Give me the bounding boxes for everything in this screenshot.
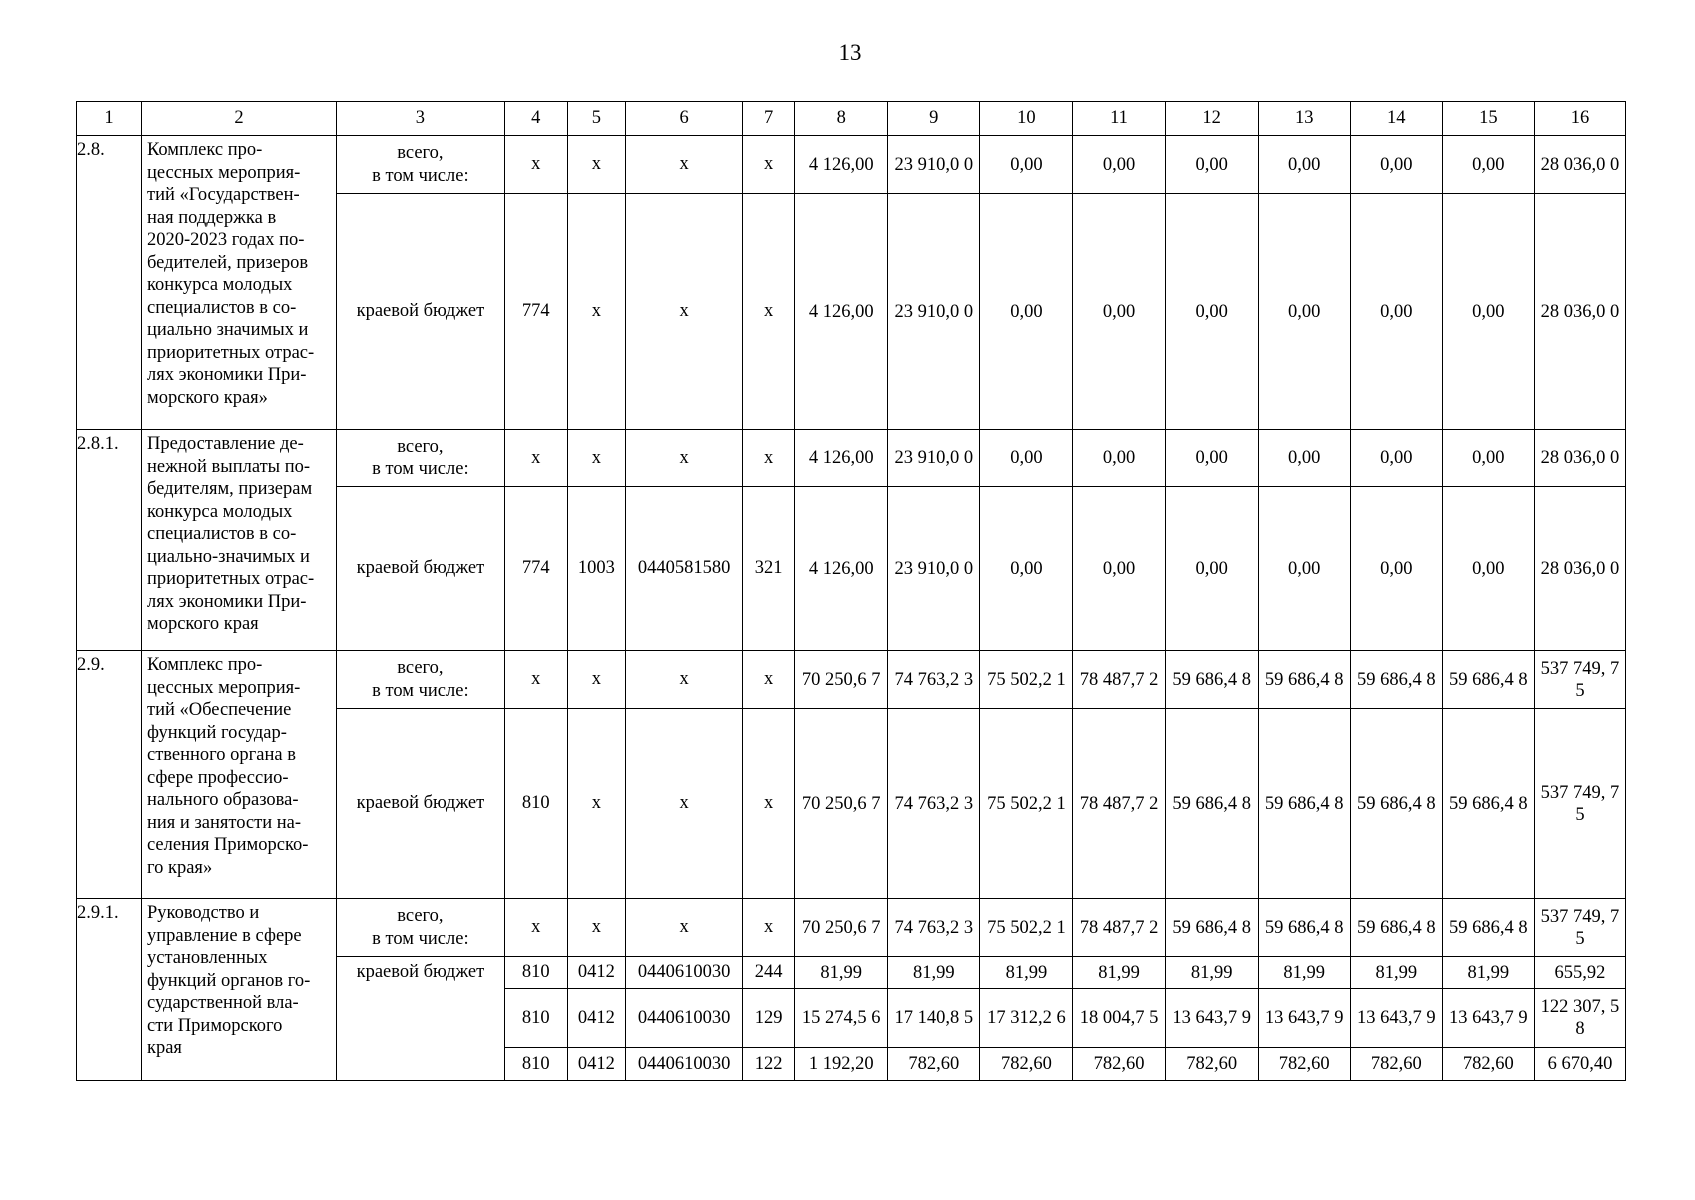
value-cell: 81,99 — [1442, 957, 1534, 989]
header-cell: 6 — [626, 102, 743, 136]
code-cell-c7: x — [743, 651, 795, 709]
code-cell-c5: x — [567, 136, 625, 194]
value-cell: 81,99 — [1350, 957, 1442, 989]
header-cell: 3 — [336, 102, 504, 136]
code-cell-c5: x — [567, 899, 625, 957]
code-cell-c5: 1003 — [567, 487, 625, 651]
code-cell-c7: 321 — [743, 487, 795, 651]
value-cell: 0,00 — [1073, 430, 1165, 487]
item-name-cell — [141, 899, 336, 1081]
code-cell-c4: x — [504, 430, 567, 487]
value-cell: 4 126,00 — [795, 194, 888, 430]
item-name-line: тий «Обеспечение — [146, 700, 292, 720]
value-cell: 782,60 — [1073, 1048, 1165, 1081]
code-cell-c6: x — [626, 194, 743, 430]
value-cell: 78 487,7 2 — [1073, 651, 1165, 709]
code-cell-c4: 810 — [504, 709, 567, 899]
budget-table — [76, 101, 1626, 1081]
funding-source-line: всего, — [397, 658, 444, 678]
code-cell-c7: 129 — [743, 989, 795, 1048]
value-cell: 782,60 — [1258, 1048, 1350, 1081]
item-number-cell: 2.8.1. — [77, 430, 142, 651]
code-cell-c4: 810 — [504, 1048, 567, 1081]
item-name-line: конкурса молодых — [146, 501, 293, 522]
code-cell-c5: x — [567, 194, 625, 430]
value-cell: 0,00 — [1165, 487, 1258, 651]
code-cell-c6: x — [626, 651, 743, 709]
value-cell: 59 686,4 8 — [1442, 651, 1534, 709]
value-cell: 0,00 — [1258, 136, 1350, 194]
value-cell: 59 686,4 8 — [1258, 651, 1350, 709]
item-name-line: управление в сфере — [146, 925, 302, 946]
code-cell-c5: 0412 — [567, 989, 625, 1048]
funding-source-cell — [336, 136, 504, 194]
header-cell: 12 — [1165, 102, 1258, 136]
header-cell: 9 — [888, 102, 980, 136]
value-cell: 59 686,4 8 — [1442, 899, 1534, 957]
code-cell-c7: 244 — [743, 957, 795, 989]
header-cell: 8 — [795, 102, 888, 136]
value-cell: 78 487,7 2 — [1073, 899, 1165, 957]
value-cell: 0,00 — [1165, 136, 1258, 194]
value-cell: 59 686,4 8 — [1258, 899, 1350, 957]
value-cell: 59 686,4 8 — [1350, 899, 1442, 957]
value-cell: 655,92 — [1534, 957, 1625, 989]
item-name-line: Предоставление де- — [146, 434, 304, 454]
value-cell: 28 036,0 0 — [1534, 194, 1625, 430]
value-cell: 782,60 — [1442, 1048, 1534, 1081]
code-cell-c5: 0412 — [567, 1048, 625, 1081]
value-cell: 0,00 — [980, 194, 1073, 430]
code-cell-c6: 0440610030 — [626, 989, 743, 1048]
funding-source-line: в том числе: — [372, 459, 469, 479]
value-cell: 0,00 — [1165, 194, 1258, 430]
value-cell: 0,00 — [1073, 194, 1165, 430]
value-cell: 0,00 — [980, 136, 1073, 194]
value-cell: 13 643,7 9 — [1165, 989, 1258, 1048]
value-cell: 0,00 — [1073, 136, 1165, 194]
code-cell-c7: x — [743, 430, 795, 487]
value-cell: 782,60 — [1165, 1048, 1258, 1081]
value-cell: 17 140,8 5 — [888, 989, 980, 1048]
value-cell: 23 910,0 0 — [888, 136, 980, 194]
value-cell: 0,00 — [1350, 430, 1442, 487]
item-name-line: специалистов в со- — [146, 297, 297, 318]
item-name-line: Руководство и — [146, 903, 260, 923]
code-cell-c4: 810 — [504, 957, 567, 989]
item-name-line: ная поддержка в — [146, 207, 277, 228]
item-name-line: сти Приморского — [146, 1015, 283, 1036]
code-cell-c4: 774 — [504, 194, 567, 430]
item-name-line: селения Приморско- — [146, 835, 309, 855]
code-cell-c5: x — [567, 709, 625, 899]
value-cell: 74 763,2 3 — [888, 709, 980, 899]
item-name-line: 2020-2023 годах по- — [146, 230, 305, 250]
funding-source-cell — [336, 957, 504, 1081]
value-cell: 4 126,00 — [795, 487, 888, 651]
value-cell: 0,00 — [1258, 487, 1350, 651]
header-cell: 10 — [980, 102, 1073, 136]
value-cell: 13 643,7 9 — [1258, 989, 1350, 1048]
value-cell: 59 686,4 8 — [1165, 899, 1258, 957]
value-cell: 81,99 — [1258, 957, 1350, 989]
value-cell: 782,60 — [980, 1048, 1073, 1081]
value-cell: 81,99 — [1165, 957, 1258, 989]
item-name-line: специалистов в со- — [146, 524, 297, 544]
value-cell: 537 749, 75 — [1534, 651, 1625, 709]
value-cell: 28 036,0 0 — [1534, 136, 1625, 194]
value-cell: 75 502,2 1 — [980, 899, 1073, 957]
value-cell: 15 274,5 6 — [795, 989, 888, 1048]
value-cell: 0,00 — [1258, 194, 1350, 430]
item-name-line: конкурса молодых — [146, 275, 293, 295]
code-cell-c4: 810 — [504, 989, 567, 1048]
value-cell: 59 686,4 8 — [1442, 709, 1534, 899]
value-cell: 122 307, 58 — [1534, 989, 1625, 1048]
code-cell-c7: x — [743, 899, 795, 957]
funding-source-cell — [336, 430, 504, 487]
item-name-line: морского края — [146, 614, 259, 634]
value-cell: 4 126,00 — [795, 136, 888, 194]
item-name-line: сударственной вла- — [146, 993, 299, 1013]
value-cell: 13 643,7 9 — [1442, 989, 1534, 1048]
code-cell-c4: 774 — [504, 487, 567, 651]
value-cell: 0,00 — [1442, 430, 1534, 487]
header-cell: 14 — [1350, 102, 1442, 136]
table-body — [77, 102, 1626, 1081]
value-cell: 81,99 — [980, 957, 1073, 989]
item-name-line: функций государ- — [146, 722, 287, 743]
value-cell: 6 670,40 — [1534, 1048, 1625, 1081]
value-cell: 59 686,4 8 — [1258, 709, 1350, 899]
value-cell: 1 192,20 — [795, 1048, 888, 1081]
item-name-line: установленных — [146, 948, 268, 968]
item-name-line: ния и занятости на- — [146, 812, 302, 833]
funding-source-line: краевой бюджет — [356, 962, 485, 982]
item-number-cell: 2.8. — [77, 136, 142, 430]
item-name-cell — [141, 651, 336, 899]
value-cell: 0,00 — [980, 430, 1073, 487]
code-cell-c6: 0440610030 — [626, 957, 743, 989]
value-cell: 782,60 — [1350, 1048, 1442, 1081]
value-cell: 0,00 — [1350, 487, 1442, 651]
value-cell: 81,99 — [1073, 957, 1165, 989]
value-cell: 75 502,2 1 — [980, 651, 1073, 709]
code-cell-c6: x — [626, 899, 743, 957]
header-cell: 7 — [743, 102, 795, 136]
code-cell-c7: x — [743, 709, 795, 899]
value-cell: 0,00 — [1442, 136, 1534, 194]
funding-source-cell — [336, 709, 504, 899]
value-cell: 59 686,4 8 — [1165, 709, 1258, 899]
code-cell-c6: x — [626, 136, 743, 194]
item-name-line: Комплекс про- — [146, 140, 263, 160]
value-cell: 81,99 — [795, 957, 888, 989]
value-cell: 0,00 — [1350, 194, 1442, 430]
value-cell: 0,00 — [1258, 430, 1350, 487]
value-cell: 0,00 — [1442, 194, 1534, 430]
item-name-line: бедителям, призерам — [146, 479, 313, 499]
table-row — [77, 430, 1626, 487]
item-name-line: края — [146, 1038, 182, 1058]
value-cell: 78 487,7 2 — [1073, 709, 1165, 899]
code-cell-c6: x — [626, 430, 743, 487]
funding-source-line: всего, — [397, 143, 444, 163]
code-cell-c4: x — [504, 651, 567, 709]
value-cell: 4 126,00 — [795, 430, 888, 487]
funding-source-line: в том числе: — [372, 928, 469, 949]
funding-source-cell — [336, 487, 504, 651]
header-cell: 11 — [1073, 102, 1165, 136]
value-cell: 782,60 — [888, 1048, 980, 1081]
header-cell: 1 — [77, 102, 142, 136]
funding-source-cell — [336, 651, 504, 709]
item-name-line: цессных мероприя- — [146, 677, 301, 698]
item-number-cell: 2.9. — [77, 651, 142, 899]
item-name-line: приоритетных отрас- — [146, 569, 315, 589]
item-name-line: циально-значимых и — [146, 546, 310, 567]
value-cell: 70 250,6 7 — [795, 651, 888, 709]
value-cell: 23 910,0 0 — [888, 194, 980, 430]
code-cell-c6: x — [626, 709, 743, 899]
item-number-cell: 2.9.1. — [77, 899, 142, 1081]
funding-source-line: в том числе: — [372, 680, 469, 701]
value-cell: 81,99 — [888, 957, 980, 989]
value-cell: 59 686,4 8 — [1350, 651, 1442, 709]
page-number: 13 — [838, 40, 862, 65]
value-cell: 0,00 — [980, 487, 1073, 651]
item-name-line: морского края» — [146, 387, 268, 408]
code-cell-c4: x — [504, 136, 567, 194]
item-name-line: Комплекс про- — [146, 655, 263, 675]
value-cell: 0,00 — [1442, 487, 1534, 651]
code-cell-c6: 0440610030 — [626, 1048, 743, 1081]
funding-source-line: краевой бюджет — [356, 793, 485, 814]
value-cell: 0,00 — [1165, 430, 1258, 487]
header-cell: 2 — [141, 102, 336, 136]
value-cell: 70 250,6 7 — [795, 709, 888, 899]
value-cell: 59 686,4 8 — [1165, 651, 1258, 709]
value-cell: 0,00 — [1073, 487, 1165, 651]
value-cell: 28 036,0 0 — [1534, 430, 1625, 487]
value-cell: 75 502,2 1 — [980, 709, 1073, 899]
value-cell: 13 643,7 9 — [1350, 989, 1442, 1048]
item-name-line: ственного органа в — [146, 745, 296, 765]
code-cell-c4: x — [504, 899, 567, 957]
funding-source-line: в том числе: — [372, 165, 469, 186]
header-cell: 16 — [1534, 102, 1625, 136]
value-cell: 28 036,0 0 — [1534, 487, 1625, 651]
item-name-line: циально значимых и — [146, 320, 309, 340]
item-name-line: лях экономики При- — [146, 591, 307, 612]
code-cell-c7: 122 — [743, 1048, 795, 1081]
code-cell-c5: x — [567, 430, 625, 487]
header-cell: 5 — [567, 102, 625, 136]
header-row — [77, 102, 1626, 136]
header-cell: 4 — [504, 102, 567, 136]
value-cell: 70 250,6 7 — [795, 899, 888, 957]
value-cell: 74 763,2 3 — [888, 651, 980, 709]
item-name-cell — [141, 136, 336, 430]
code-cell-c5: 0412 — [567, 957, 625, 989]
item-name-line: приоритетных отрас- — [146, 342, 315, 363]
item-name-line: нежной выплаты по- — [146, 456, 311, 477]
header-cell: 15 — [1442, 102, 1534, 136]
value-cell: 537 749, 75 — [1534, 899, 1625, 957]
item-name-line: тий «Государствен- — [146, 185, 300, 205]
funding-source-line: всего, — [397, 436, 444, 457]
value-cell: 23 910,0 0 — [888, 487, 980, 651]
value-cell: 74 763,2 3 — [888, 899, 980, 957]
item-name-cell — [141, 430, 336, 651]
item-name-line: бедителей, призеров — [146, 252, 309, 273]
item-name-line: го края» — [146, 857, 213, 878]
item-name-line: функций органов го- — [146, 970, 311, 991]
table-row — [77, 136, 1626, 194]
item-name-line: лях экономики При- — [146, 365, 307, 385]
code-cell-c7: x — [743, 194, 795, 430]
value-cell: 17 312,2 6 — [980, 989, 1073, 1048]
funding-source-cell — [336, 194, 504, 430]
value-cell: 18 004,7 5 — [1073, 989, 1165, 1048]
header-cell: 13 — [1258, 102, 1350, 136]
value-cell: 23 910,0 0 — [888, 430, 980, 487]
table-row — [77, 899, 1626, 957]
code-cell-c7: x — [743, 136, 795, 194]
item-name-line: нального образова- — [146, 790, 299, 810]
table-row — [77, 651, 1626, 709]
item-name-line: цессных мероприя- — [146, 162, 301, 183]
code-cell-c6: 0440581580 — [626, 487, 743, 651]
code-cell-c5: x — [567, 651, 625, 709]
item-name-line: сфере профессио- — [146, 767, 289, 788]
funding-source-line: краевой бюджет — [356, 558, 485, 579]
value-cell: 537 749, 75 — [1534, 709, 1625, 899]
value-cell: 59 686,4 8 — [1350, 709, 1442, 899]
value-cell: 0,00 — [1350, 136, 1442, 194]
funding-source-cell — [336, 899, 504, 957]
funding-source-line: краевой бюджет — [356, 301, 485, 322]
funding-source-line: всего, — [397, 906, 444, 926]
